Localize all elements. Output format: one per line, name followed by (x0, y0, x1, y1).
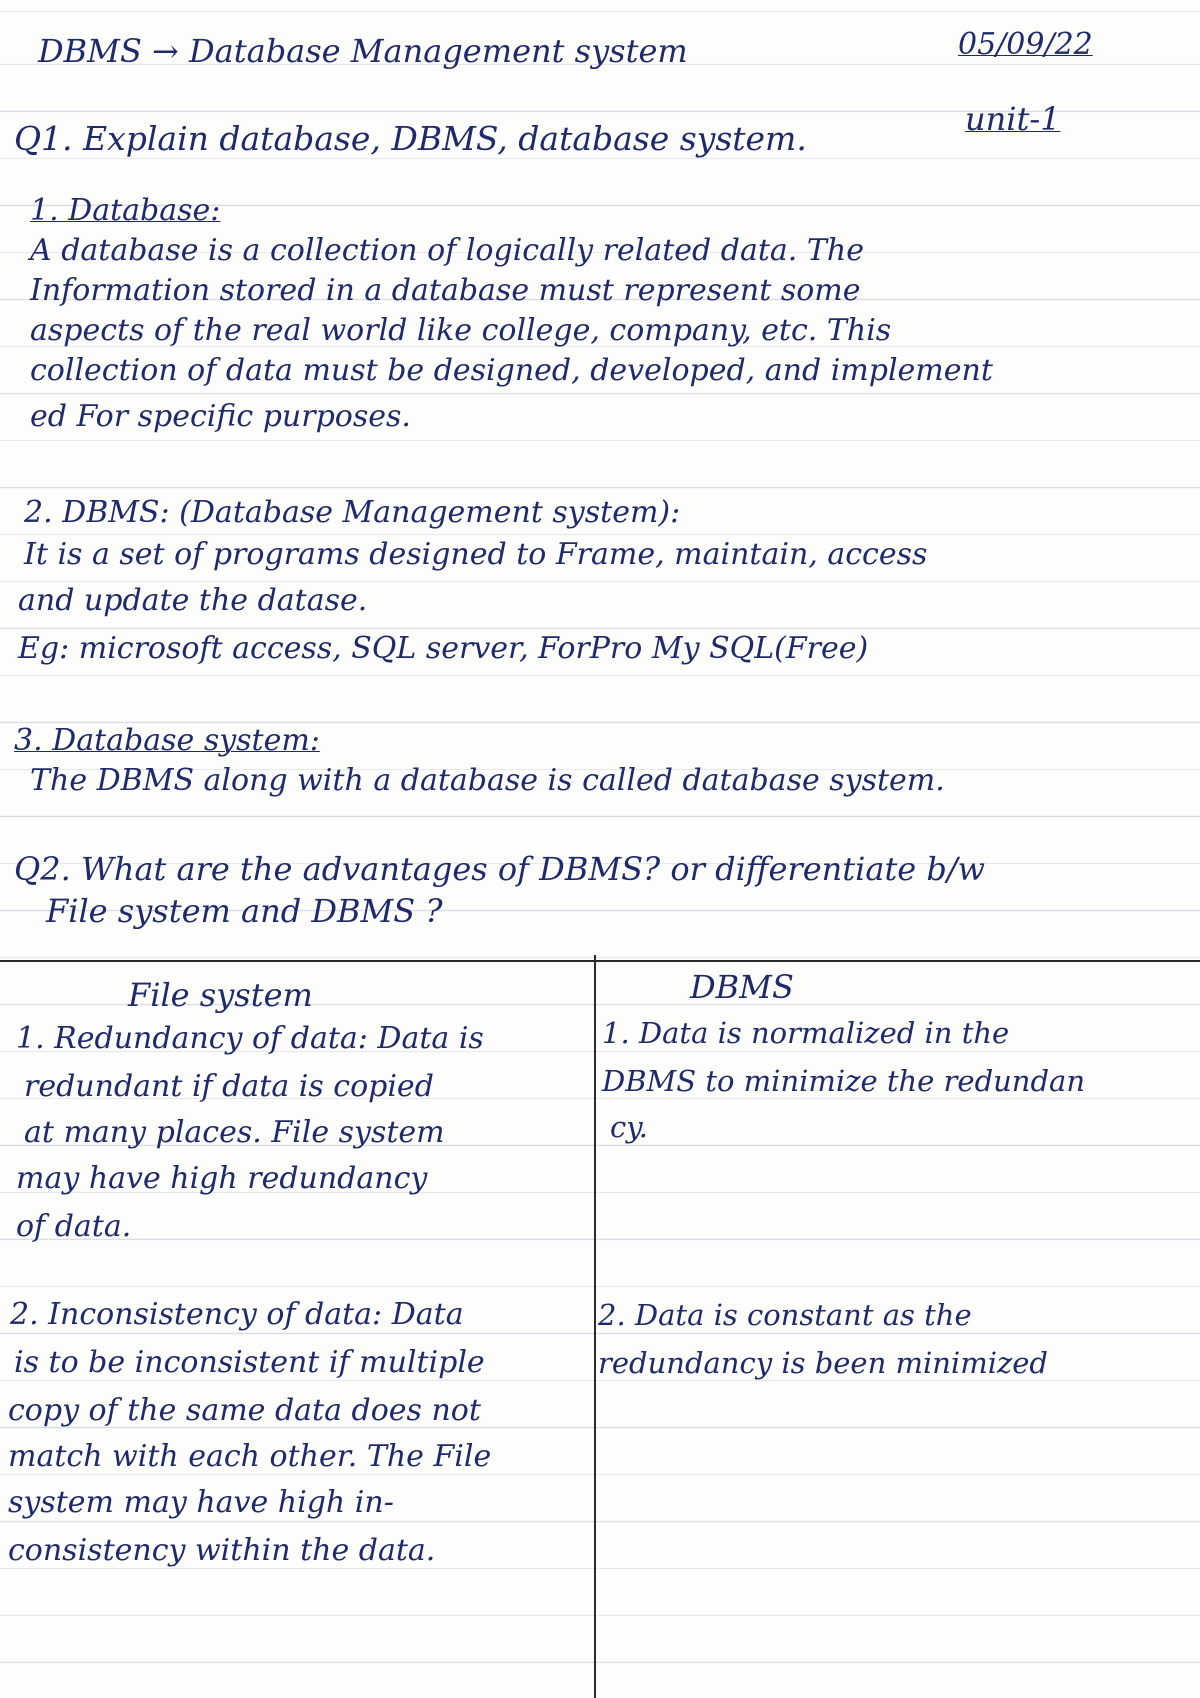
table-row1-left-line: may have high redundancy (16, 1161, 428, 1196)
q2-question-line: Q2. What are the advantages of DBMS? or differentiate b/w (14, 850, 986, 888)
q1-section3-line: The DBMS along with a database is called database system. (30, 763, 945, 798)
q1-section1-line: collection of data must be designed, developed, and implement (30, 353, 993, 388)
q1-section1-line: aspects of the real world like college, company, etc. This (30, 313, 892, 348)
table-row1-left-line: at many places. File system (24, 1115, 445, 1150)
date-text: 05/09/22 (958, 27, 1093, 62)
table-row1-right-line: 1. Data is normalized in the (602, 1016, 1010, 1050)
table-row1-right-line: DBMS to minimize the redundan (602, 1064, 1086, 1098)
page-date (958, 22, 1093, 68)
section1-heading-text: 1. Database: (30, 193, 221, 228)
q1-section1-line: A database is a collection of logically related data. The (30, 233, 864, 268)
table-top-border (0, 960, 1200, 962)
table-row1-left-line: redundant if data is copied (24, 1069, 434, 1104)
table-row2-left-line: match with each other. The File (8, 1439, 492, 1474)
q1-question: Q1. Explain database, DBMS, database system. (14, 119, 807, 158)
table-row2-left-line: 2. Inconsistency of data: Data (10, 1297, 464, 1332)
q1-section2-line: and update the datase. (18, 583, 368, 618)
table-row1-left-line: of data. (16, 1209, 132, 1244)
table-row2-left-line: is to be inconsistent if multiple (14, 1345, 485, 1380)
table-row1-left-line: 1. Redundancy of data: Data is (16, 1021, 484, 1056)
table-row2-left-line: system may have high in- (8, 1485, 394, 1520)
table-column-divider (594, 955, 596, 1698)
q1-section2-line: Eg: microsoft access, SQL server, ForPro My SQL(Free) (18, 631, 869, 666)
table-row2-right-line: redundancy is been minimized (598, 1346, 1048, 1380)
table-header-dbms: DBMS (690, 968, 794, 1006)
q1-section2-line: It is a set of programs designed to Frame, maintain, access (24, 537, 928, 572)
table-row2-left-line: consistency within the data. (8, 1533, 436, 1568)
page-title: DBMS → Database Management system (38, 32, 688, 70)
q2-question-line: File system and DBMS ? (46, 892, 443, 930)
table-row1-right-line: cy. (610, 1110, 648, 1144)
table-header-file-system: File system (128, 976, 313, 1014)
q1-section1-line: ed For specific purposes. (30, 399, 411, 434)
q1-section2-heading: 2. DBMS: (Database Management system): (24, 495, 681, 530)
section3-heading-text: 3. Database system: (14, 723, 320, 758)
table-row2-left-line: copy of the same data does not (8, 1393, 481, 1428)
table-row2-right-line: 2. Data is constant as the (598, 1298, 972, 1332)
unit-label (965, 96, 1060, 142)
q1-section1-line: Information stored in a database must represent some (30, 273, 861, 308)
unit-text: unit-1 (965, 100, 1061, 138)
